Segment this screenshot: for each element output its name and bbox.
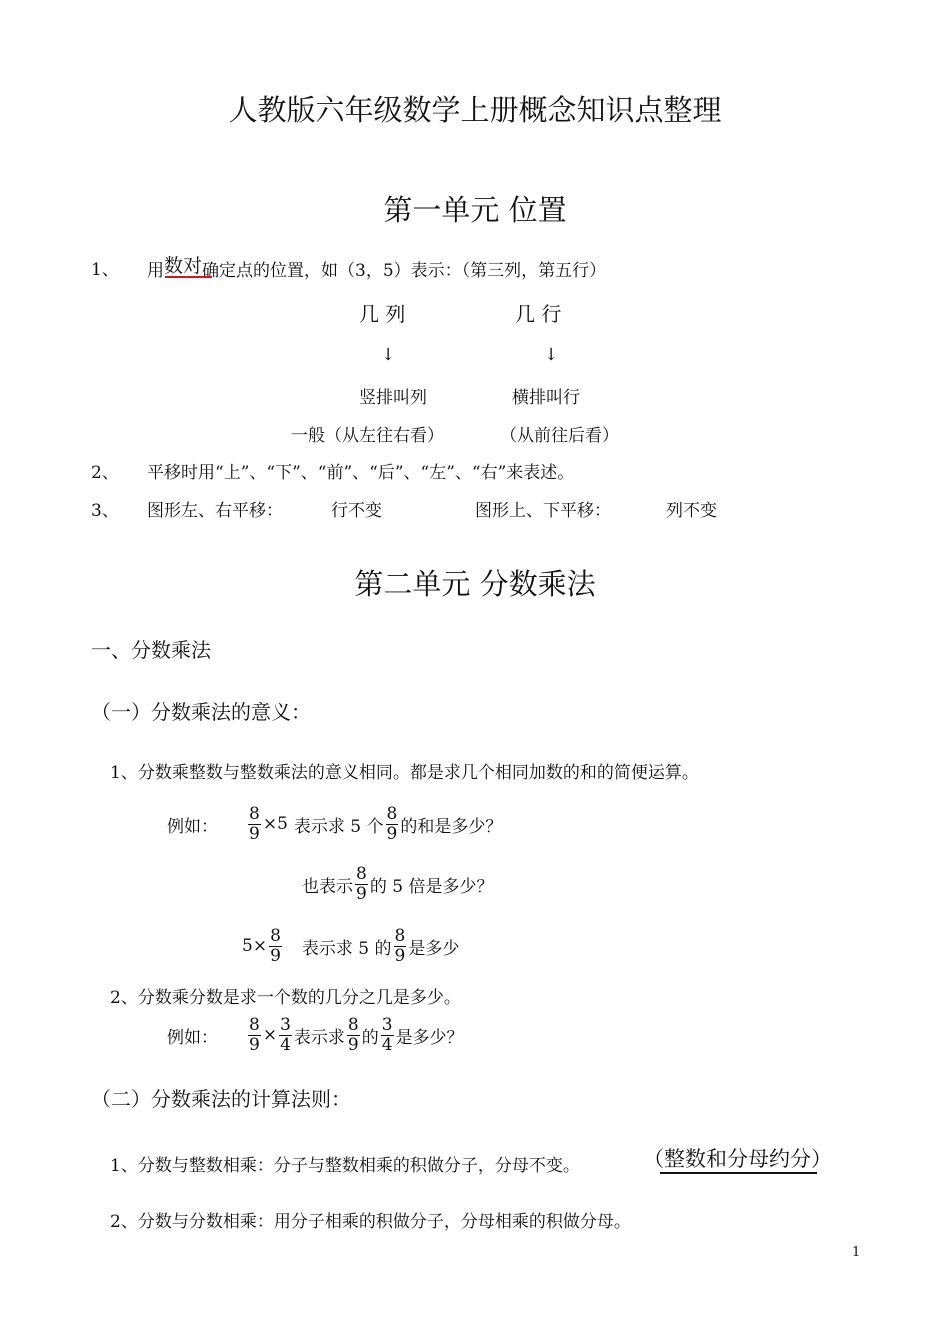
rule-2: 2、分数与分数相乘：用分子相乘的积做分子，分母相乘的积做分母。: [110, 1212, 631, 1232]
item3-vertical-shift: 图形上、下平移：: [475, 501, 611, 521]
handwritten-mark-shudui: 数对: [164, 255, 203, 277]
column-description: 竖排叫列: [359, 388, 427, 408]
row-description: 横排叫行: [512, 388, 580, 408]
item2-number: 2、: [91, 463, 119, 483]
rule-1: 1、分数与整数相乘：分子与整数相乘的积做分子，分母不变。: [110, 1156, 580, 1176]
example-1-end: 的和是多少？: [400, 816, 503, 837]
example-1: [167, 802, 502, 846]
fraction-8-9: $\frac{8}{9}$: [270, 926, 281, 966]
item2-text: 平移时用“上”、“下”、“前”、“后”、“左”、“右”来表述。: [147, 463, 575, 483]
fraction-8-9: $\frac{8}{9}$: [394, 926, 406, 966]
fraction-3-4: $\frac{3}{4}$: [381, 1015, 393, 1055]
example-4-of: 的: [361, 1027, 379, 1048]
fraction-8-9: $\frac{8}{9}$: [356, 864, 367, 904]
fraction-8-9: $\frac{8}{9}$: [347, 1015, 359, 1055]
times-five: ×5: [262, 814, 288, 834]
column-note: 一般（从左往右看）: [291, 426, 444, 446]
item3-number: 3、: [91, 501, 119, 521]
example-2: [302, 862, 493, 906]
example-2-end: 的 5 倍是多少？: [369, 876, 494, 897]
fraction-8-9: $\frac{8}{9}$: [249, 804, 260, 844]
example-label: 例如：: [167, 816, 218, 837]
example-3-end: 是多少: [408, 938, 460, 959]
fraction-3-4: $\frac{3}{4}$: [280, 1015, 291, 1055]
example-1-middle: 表示求 5 个: [293, 816, 384, 837]
example-2-prefix: 也表示: [302, 876, 353, 897]
down-arrow-icon: ↓: [544, 345, 559, 365]
unit2-heading: 第二单元 分数乘法: [354, 567, 596, 601]
paragraph-meaning-2: 2、分数乘分数是求一个数的几分之几是多少。: [110, 988, 461, 1008]
down-arrow-icon: ↓: [381, 345, 396, 365]
red-underline: [165, 276, 212, 278]
fraction-8-9: $\frac{8}{9}$: [249, 1015, 260, 1055]
fraction-8-9: $\frac{8}{9}$: [386, 804, 398, 844]
item3-left-shift: 图形左、右平移：: [147, 501, 283, 521]
row-note: （从前往后看）: [500, 426, 619, 446]
item1-text: [147, 255, 606, 282]
example-3: [242, 924, 459, 968]
example-4-middle: 表示求: [293, 1027, 345, 1048]
item1-rest: 确定点的位置，如（3，5）表示：（第三列，第五行）: [202, 261, 607, 281]
column-label: 几 列: [359, 302, 406, 326]
section-heading: 一、分数乘法: [91, 638, 211, 662]
example-4: [167, 1013, 464, 1057]
times-sign: ×: [262, 1025, 278, 1045]
document-title: 人教版六年级数学上册概念知识点整理: [228, 93, 722, 127]
unit1-heading: 第一单元 位置: [383, 193, 567, 227]
item1-number: 1、: [91, 260, 119, 280]
handwritten-underline: [660, 1172, 817, 1174]
subsection-heading: （二）分数乘法的计算法则：: [91, 1087, 351, 1111]
example-3-middle: 表示求 5 的: [301, 938, 392, 959]
row-label: 几 行: [515, 302, 562, 326]
paragraph-meaning-1: 1、分数乘整数与整数乘法的意义相同。都是求几个相同加数的和的简便运算。: [110, 763, 699, 783]
subsection-heading: （一）分数乘法的意义：: [91, 700, 311, 724]
item3-column-unchanged: 列不变: [666, 501, 717, 521]
example-3-prefix: 5×: [242, 936, 268, 956]
example-4-end: 是多少？: [395, 1027, 464, 1048]
handwritten-note: （整数和分母约分）: [643, 1147, 832, 1171]
item3-row-unchanged: 行不变: [331, 501, 382, 521]
item1-prefix: 用: [147, 261, 164, 281]
page-number: 1: [852, 1245, 861, 1260]
example-label: 例如：: [167, 1027, 218, 1048]
